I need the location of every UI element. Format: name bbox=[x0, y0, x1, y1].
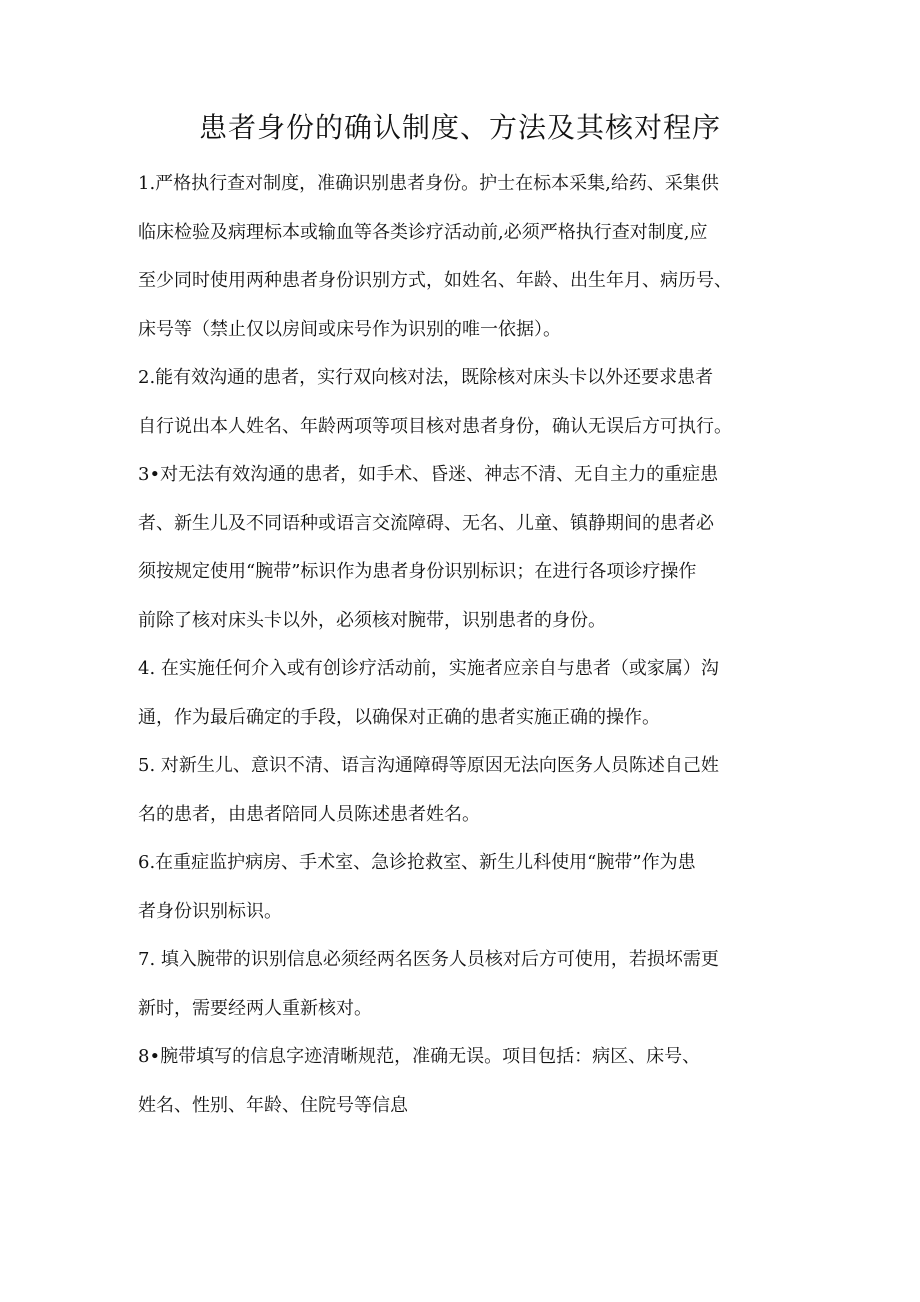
paragraph-line: 3•对无法有效沟通的患者，如手术、昏迷、神志不清、无自主力的重症患 bbox=[138, 464, 719, 485]
paragraph-line: 姓名、性别、年龄、住院号等信息 bbox=[138, 1094, 408, 1116]
paragraph-line: 名的患者，由患者陪同人员陈述患者姓名。 bbox=[138, 803, 480, 825]
paragraph-line: 1.严格执行查对制度，准确识别患者身份。护士在标本采集,给药、采集供 bbox=[138, 173, 719, 194]
paragraph-2 bbox=[138, 354, 798, 451]
paragraph-1 bbox=[138, 160, 798, 354]
paragraph-line: 4. 在实施任何介入或有创诊疗活动前，实施者应亲自与患者（或家属）沟 bbox=[138, 658, 719, 679]
paragraph-line: 2.能有效沟通的患者，实行双向核对法，既除核对床头卡以外还要求患者 bbox=[138, 367, 714, 388]
paragraph-line: 新时，需要经两人重新核对。 bbox=[138, 997, 372, 1019]
paragraph-line: 者身份识别标识。 bbox=[138, 900, 282, 922]
paragraph-line: 床号等（禁止仅以房间或床号作为识别的唯一依据）。 bbox=[138, 318, 561, 340]
paragraph-6 bbox=[138, 839, 798, 936]
document-title: 患者身份的确认制度、方法及其核对程序 bbox=[198, 111, 721, 144]
paragraph-4 bbox=[138, 645, 798, 742]
paragraph-line: 前除了核对床头卡以外，必须核对腕带，识别患者的身份。 bbox=[138, 609, 606, 631]
paragraph-line: 自行说出本人姓名、年龄两项等项目核对患者身份，确认无误后方可执行。 bbox=[138, 415, 732, 437]
paragraph-line: 须按规定使用“腕带”标识作为患者身份识别标识；在进行各项诊疗操作 bbox=[138, 561, 697, 582]
paragraph-line: 至少同时使用两种患者身份识别方式，如姓名、年龄、出生年月、病历号、 bbox=[138, 270, 732, 291]
document-body bbox=[138, 160, 798, 1130]
paragraph-line: 6.在重症监护病房、手术室、急诊抢救室、新生儿科使用“腕带”作为患 bbox=[138, 852, 696, 873]
paragraph-line: 5. 对新生儿、意识不清、语言沟通障碍等原因无法向医务人员陈述自己姓 bbox=[138, 755, 719, 776]
paragraph-line: 8•腕带填写的信息字迹清晰规范，准确无误。项目包括：病区、床号、 bbox=[138, 1046, 701, 1067]
paragraph-line: 临床检验及病理标本或输血等各类诊疗活动前,必须严格执行查对制度,应 bbox=[138, 221, 708, 243]
paragraph-line: 7. 填入腕带的识别信息必须经两名医务人员核对后方可使用，若损坏需更 bbox=[138, 949, 719, 970]
paragraph-8 bbox=[138, 1033, 798, 1130]
paragraph-3 bbox=[138, 451, 798, 645]
paragraph-line: 通，作为最后确定的手段，以确保对正确的患者实施正确的操作。 bbox=[138, 706, 660, 728]
paragraph-7 bbox=[138, 936, 798, 1033]
paragraph-5 bbox=[138, 742, 798, 839]
paragraph-line: 者、新生儿及不同语种或语言交流障碍、无名、儿童、镇静期间的患者必 bbox=[138, 512, 714, 534]
